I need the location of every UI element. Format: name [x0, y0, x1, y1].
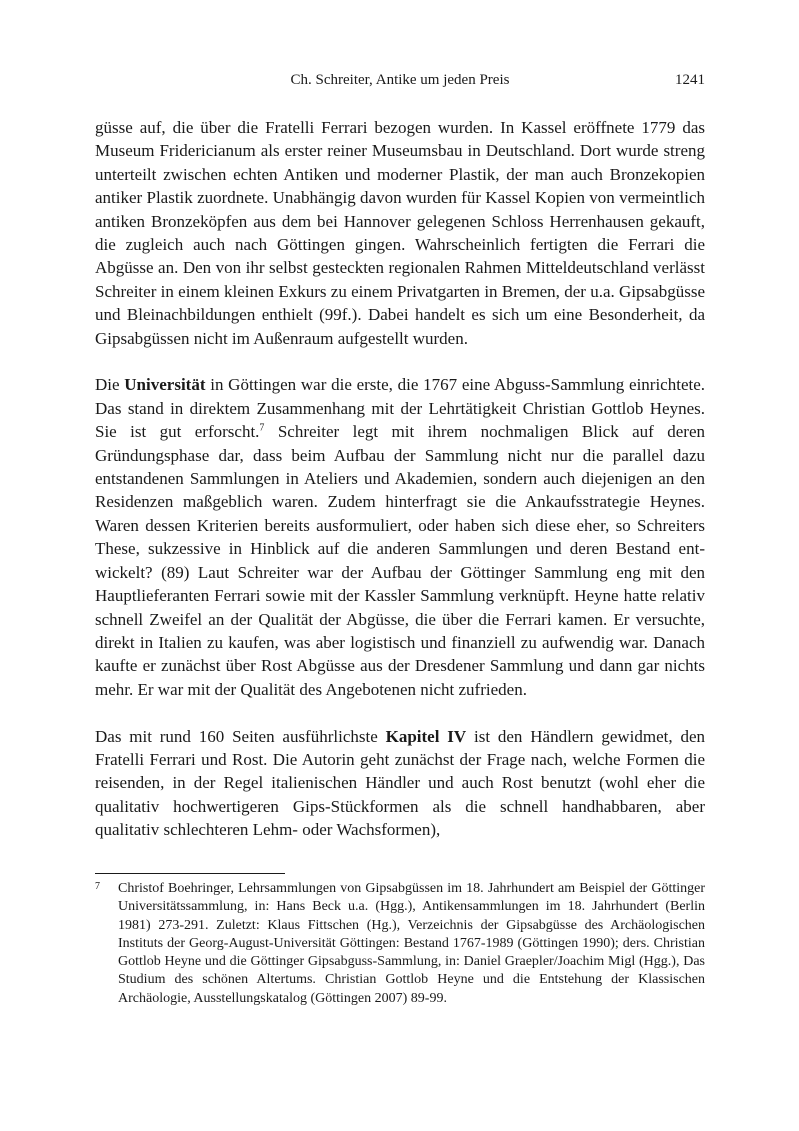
paragraph-text: Das mit rund 160 Seiten ausführlichste	[95, 726, 386, 746]
running-title: Ch. Schreiter, Antike um jeden Preis	[290, 72, 510, 88]
paragraph	[95, 116, 705, 350]
paragraph	[95, 373, 705, 701]
paragraph-text: Schreiter legt mit ihrem nochmaligen Blick auf deren Gründungsphase dar, dass beim Aufbau der Sammlung nicht nur die parallel dazu entstandenen Sammlungen in Ateliers und Akademien, sondern auch diejenigen an den Residenzen maßgeblich waren. Zudem hinterfragt sie die Ankaufsstrategie Heynes. Waren dessen Kriterien bereits ausformuliert, oder haben sich diese eher, so Schreiters These, sukzessive in Hinblick auf die anderen Sammlungen und deren Bestand entwickelt? (89) Laut Schreiter war der Aufbau der Göttinger Sammlung eng mit den Hauptlieferanten Ferrari sowie mit der Kassler Sammlung verknüpft. Heyne hatte relativ schnell Zweifel an der Qualität der Abgüsse, die über die Ferrari kamen. Er versuchte, direkt in Italien zu kaufen, was aber logistisch und finanziell zu aufwendig war. Danach kaufte er zunächst über Rost Abgüsse aus der Dresdener Sammlung und dann gar nichts mehr. Er war mit der Qualität des Angebotenen nicht zufrieden.	[95, 422, 705, 699]
footnote-divider	[95, 873, 285, 874]
running-header	[95, 72, 705, 96]
footnote-number: 7	[95, 881, 100, 892]
footnote	[95, 880, 705, 1008]
paragraph-text: in Göttingen war die erste, die 1767 eine Abguss-Sammlung einrichtete. Das stand in direktem Zusammenhang mit der Lehrtätigkeit Christian Gottlob Heynes. Sie ist gut erforscht.	[95, 375, 706, 442]
paragraph-text: güsse auf, die über die Fratelli Ferrari bezogen wurden. In Kassel eröffnete 1779 das Museum Fridericianum als erster reiner Museumsbau in Deutschland. Dort wurde streng unterteilt zwischen echten Antiken und moderner Plastik, der man auch Bronzekopien antiker Plastik zuordnete. Unabhängig davon wurden für Kassel Kopien von vermeintlich antiken Bronzeköpfen aus dem bei Hannover gelegenen Schloss Herrenhausen gekauft, die zugleich auch nach Göttingen gingen. Wahrscheinlich fertigten die Ferrari die Abgüsse an. Den von ihr selbst gesteckten regionalen Rahmen Mitteldeutschland verlässt Schreiter in einem kleinen Exkurs zu einem Privatgarten in Bremen, der u.a. Gipsabgüsse und Bleinachbildungen enthielt (99f.). Dabei handelt es sich um eine Besonderheit, da Gipsabgüssen nicht im Außenraum aufgestellt wurden.	[95, 118, 705, 348]
footnote-reference[interactable]: 7	[259, 422, 265, 434]
body-text	[95, 116, 705, 842]
bold-term: Universität	[124, 375, 206, 395]
paragraph	[95, 725, 705, 842]
footnote-text: Christof Boehringer, Lehrsammlungen von Gipsabgüssen im 18. Jahrhundert am Beispiel der Göttinger Universitätssammlung, in: Hans Beck u.a. (Hgg.), Antikensammlungen im 18. Jahrhundert (Berlin 1981) 273-291. Zuletzt: Klaus Fittschen (Hg.), Verzeichnis der Gipsabgüsse des Archäologischen Instituts der Georg-August-Universität Göttingen: Bestand 1767-1989 (Göttingen 1990); ders. Christian Gottlob Heyne und die Göttinger Gipsabguss-Sammlung, in: Daniel Graepler/Joachim Migl (Hgg.), Das Studium des schönen Altertums. Christian Gottlob Heyne und die Entstehung der Klassischen Archäologie, Ausstellungskatalog (Göttingen 2007) 89-99.	[118, 881, 705, 1006]
paragraph-text: ist den Händlern gewidmet, den Fratelli Ferrari und Rost. Die Autorin geht zunächst der Frage nach, welche Formen die reisenden, in der Regel italienischen Händler und auch Rost benutzt (wohl eher die qualitativ hochwertigeren Gips-Stückformen als die schnell handhabbaren, aber qualitativ schlechteren Lehm- oder Wachsformen),	[95, 726, 705, 840]
page-number: 1241	[675, 72, 705, 88]
bold-term: Kapitel IV	[385, 726, 467, 746]
paragraph-text: Die	[95, 375, 125, 395]
